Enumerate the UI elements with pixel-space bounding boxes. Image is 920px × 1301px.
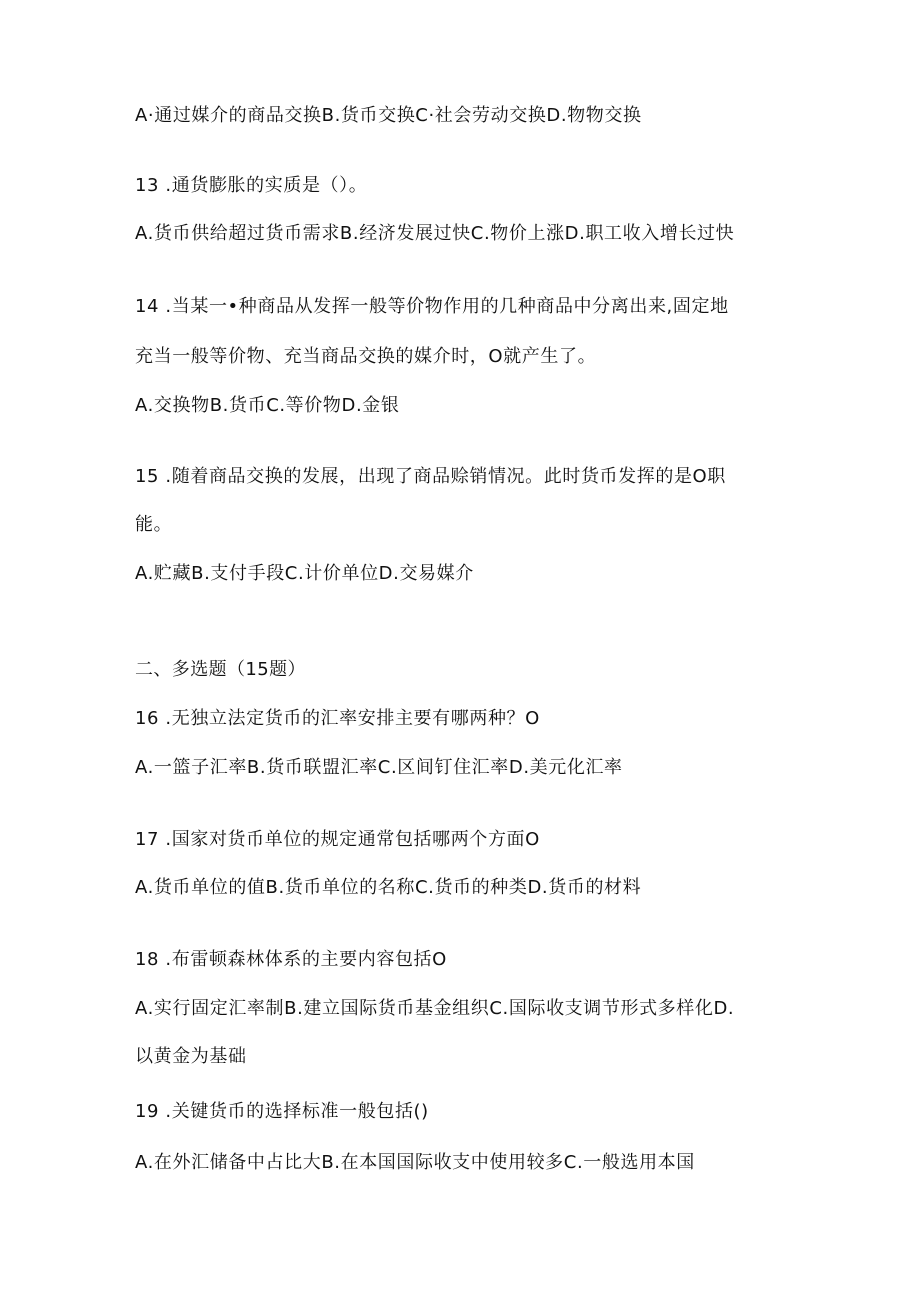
- question-16-text: 16 .无独立法定货币的汇率安排主要有哪两种？O: [135, 708, 540, 729]
- question-18-text: 18 .布雷顿森林体系的主要内容包括O: [135, 949, 447, 970]
- question-19-text: 19 .关键货币的选择标准一般包括(): [135, 1101, 429, 1122]
- question-13-options: A.货币供给超过货币需求B.经济发展过快C.物价上涨D.职工收入增长过快: [135, 223, 735, 244]
- question-14-text-line-1: 14 .当某一•种商品从发挥一般等价物作用的几种商品中分离出来,固定地: [135, 296, 729, 317]
- question-13-text: 13 .通货膨胀的实质是（）。: [135, 175, 368, 196]
- question-15-options: A.贮藏B.支付手段C.计价单位D.交易媒介: [135, 563, 474, 584]
- question-17-options: A.货币单位的值B.货币单位的名称C.货币的种类D.货币的材料: [135, 877, 642, 898]
- question-17-text: 17 .国家对货币单位的规定通常包括哪两个方面O: [135, 829, 540, 850]
- question-15-text-line-1: 15 .随着商品交换的发展，出现了商品赊销情况。此时货币发挥的是O职: [135, 466, 726, 487]
- section-heading-multiple-choice: 二、多选题（15题）: [135, 659, 306, 680]
- question-16-options: A.一篮子汇率B.货币联盟汇率C.区间钉住汇率D.美元化汇率: [135, 757, 623, 778]
- question-18-options-line-1: A.实行固定汇率制B.建立国际货币基金组织C.国际收支调节形式多样化D.: [135, 998, 735, 1019]
- question-12-options: A·通过媒介的商品交换B.货币交换C·社会劳动交换D.物物交换: [135, 105, 642, 126]
- question-15-text-line-2: 能。: [135, 514, 173, 535]
- question-14-options: A.交换物B.货币C.等价物D.金银: [135, 395, 400, 416]
- question-19-options: A.在外汇储备中占比大B.在本国国际收支中使用较多C.一般选用本国: [135, 1152, 695, 1173]
- question-18-options-line-2: 以黄金为基础: [135, 1046, 247, 1067]
- question-14-text-line-2: 充当一般等价物、充当商品交换的媒介时，O就产生了。: [135, 346, 597, 367]
